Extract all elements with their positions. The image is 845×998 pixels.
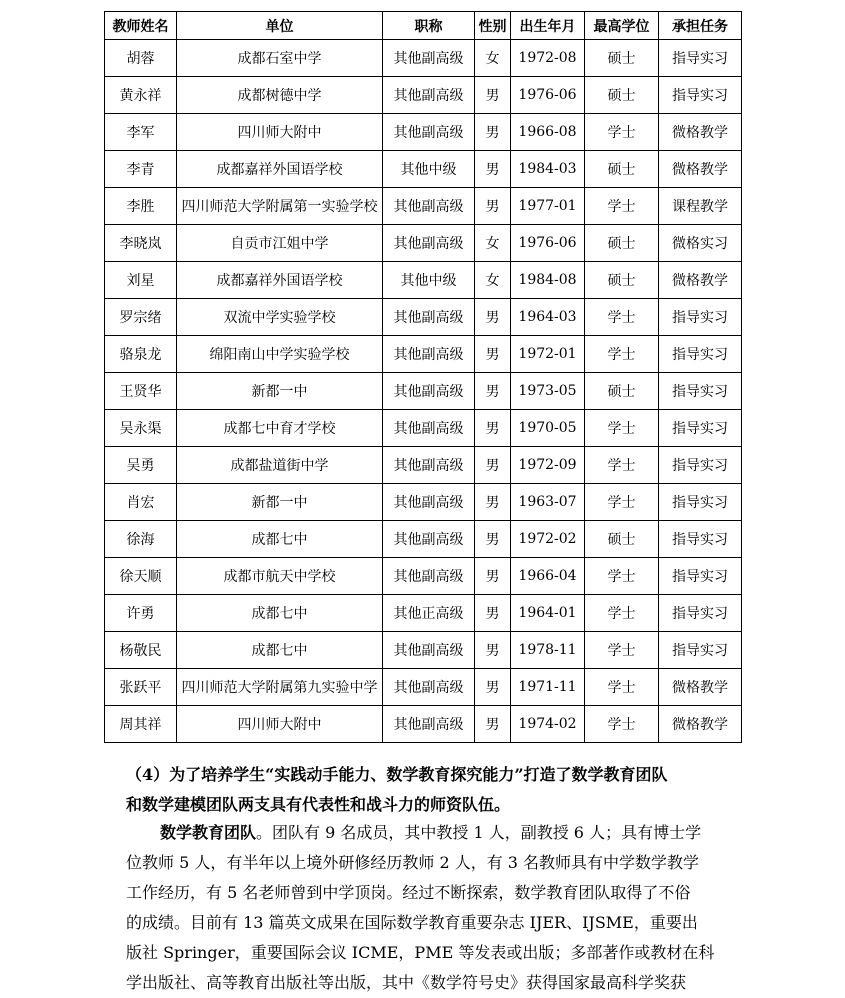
cell-gender: 女 [475,225,511,262]
cell-degree: 硕士 [585,77,659,114]
cell-task: 指导实习 [659,77,742,114]
cell-degree: 学士 [585,336,659,373]
teacher-roster-table [104,11,742,743]
cell-name: 李军 [105,114,177,151]
cell-degree: 硕士 [585,151,659,188]
cell-degree: 学士 [585,484,659,521]
table-row [105,632,742,669]
col-header-birth: 出生年月 [511,12,585,40]
cell-title: 其他副高级 [383,373,475,410]
cell-degree: 学士 [585,299,659,336]
paragraph-line-text: 。团队有 9 名成员，其中教授 1 人，副教授 6 人；具有博士学 [256,823,702,842]
cell-title: 其他副高级 [383,632,475,669]
cell-unit: 四川师大附中 [177,706,383,743]
cell-gender: 男 [475,706,511,743]
col-header-name: 教师姓名 [105,12,177,40]
cell-unit: 四川师大附中 [177,114,383,151]
cell-unit: 成都七中育才学校 [177,410,383,447]
cell-title: 其他中级 [383,262,475,299]
table-row [105,114,742,151]
cell-birth: 1972-02 [511,521,585,558]
cell-unit: 成都市航天中学校 [177,558,383,595]
cell-degree: 学士 [585,410,659,447]
cell-name: 黄永祥 [105,77,177,114]
cell-unit: 成都树德中学 [177,77,383,114]
table-row [105,336,742,373]
cell-unit: 成都石室中学 [177,40,383,77]
cell-title: 其他副高级 [383,114,475,151]
cell-degree: 硕士 [585,225,659,262]
table-row [105,151,742,188]
cell-title: 其他副高级 [383,447,475,484]
section-4-line: （4）为了培养学生“实践动手能力、数学教育探究能力”打造了数学教育团队 [126,765,668,784]
paragraph-line [126,818,726,848]
cell-title: 其他副高级 [383,188,475,225]
cell-birth: 1974-02 [511,706,585,743]
cell-name: 刘星 [105,262,177,299]
cell-name: 杨敬民 [105,632,177,669]
cell-degree: 学士 [585,632,659,669]
table-row [105,225,742,262]
cell-name: 肖宏 [105,484,177,521]
cell-task: 微格教学 [659,114,742,151]
cell-title: 其他副高级 [383,521,475,558]
cell-degree: 学士 [585,595,659,632]
table-header-row [105,12,742,40]
cell-title: 其他正高级 [383,595,475,632]
table-row [105,669,742,706]
cell-title: 其他副高级 [383,558,475,595]
cell-degree: 硕士 [585,40,659,77]
cell-degree: 学士 [585,558,659,595]
cell-gender: 男 [475,77,511,114]
cell-birth: 1966-04 [511,558,585,595]
col-header-degree: 最高学位 [585,12,659,40]
cell-birth: 1972-09 [511,447,585,484]
cell-unit: 成都七中 [177,521,383,558]
cell-degree: 学士 [585,706,659,743]
cell-gender: 男 [475,151,511,188]
section-4-line: 和数学建模团队两支具有代表性和战斗力的师资队伍。 [126,795,511,814]
cell-name: 张跃平 [105,669,177,706]
cell-gender: 男 [475,447,511,484]
cell-task: 指导实习 [659,558,742,595]
cell-gender: 男 [475,521,511,558]
cell-name: 徐海 [105,521,177,558]
cell-name: 吴永渠 [105,410,177,447]
cell-gender: 男 [475,484,511,521]
cell-name: 骆泉龙 [105,336,177,373]
cell-birth: 1976-06 [511,225,585,262]
cell-birth: 1978-11 [511,632,585,669]
cell-unit: 双流中学实验学校 [177,299,383,336]
cell-title: 其他副高级 [383,77,475,114]
section-4-intro [126,760,726,820]
cell-task: 指导实习 [659,595,742,632]
table-row [105,558,742,595]
cell-degree: 学士 [585,669,659,706]
table-row [105,40,742,77]
cell-unit: 成都七中 [177,632,383,669]
cell-unit: 新都一中 [177,484,383,521]
cell-birth: 1970-05 [511,410,585,447]
cell-unit: 绵阳南山中学实验学校 [177,336,383,373]
cell-unit: 新都一中 [177,373,383,410]
cell-name: 王贤华 [105,373,177,410]
table-row [105,447,742,484]
table-body [105,40,742,743]
cell-birth: 1972-01 [511,336,585,373]
cell-task: 指导实习 [659,484,742,521]
team-heading: 数学教育团队 [160,823,257,842]
cell-gender: 男 [475,669,511,706]
cell-name: 许勇 [105,595,177,632]
table-row [105,188,742,225]
cell-birth: 1964-01 [511,595,585,632]
cell-unit: 自贡市江姐中学 [177,225,383,262]
cell-name: 李晓岚 [105,225,177,262]
cell-task: 微格教学 [659,262,742,299]
cell-name: 罗宗绪 [105,299,177,336]
cell-name: 周其祥 [105,706,177,743]
cell-gender: 男 [475,336,511,373]
cell-name: 李胜 [105,188,177,225]
cell-gender: 男 [475,595,511,632]
cell-title: 其他中级 [383,151,475,188]
cell-gender: 男 [475,299,511,336]
paragraph-line: 版社 Springer，重要国际会议 ICME，PME 等发表或出版；多部著作或教材在科 [126,943,715,962]
cell-birth: 1971-11 [511,669,585,706]
cell-name: 吴勇 [105,447,177,484]
table-row [105,410,742,447]
col-header-gender: 性别 [475,12,511,40]
paragraph-line: 工作经历，有 5 名老师曾到中学顶岗。经过不断探索，数学教育团队取得了不俗 [126,883,691,902]
table-row [105,595,742,632]
cell-task: 指导实习 [659,40,742,77]
math-education-team-paragraph [126,818,726,998]
cell-degree: 硕士 [585,521,659,558]
cell-gender: 男 [475,632,511,669]
cell-title: 其他副高级 [383,669,475,706]
cell-unit: 成都七中 [177,595,383,632]
col-header-title: 职称 [383,12,475,40]
paragraph-line: 学出版社、高等教育出版社等出版，其中《数学符号史》获得国家最高科学奖获 [126,973,687,992]
cell-task: 微格教学 [659,669,742,706]
cell-degree: 学士 [585,447,659,484]
cell-degree: 硕士 [585,373,659,410]
cell-name: 胡蓉 [105,40,177,77]
cell-task: 指导实习 [659,373,742,410]
paragraph-line: 位教师 5 人，有半年以上境外研修经历教师 2 人，有 3 名教师具有中学数学教学 [126,853,700,872]
cell-gender: 女 [475,262,511,299]
col-header-task: 承担任务 [659,12,742,40]
cell-task: 微格教学 [659,706,742,743]
cell-task: 指导实习 [659,447,742,484]
cell-birth: 1977-01 [511,188,585,225]
cell-task: 指导实习 [659,336,742,373]
cell-title: 其他副高级 [383,484,475,521]
cell-gender: 男 [475,114,511,151]
cell-task: 指导实习 [659,410,742,447]
cell-gender: 男 [475,558,511,595]
cell-task: 微格教学 [659,151,742,188]
cell-birth: 1984-08 [511,262,585,299]
cell-title: 其他副高级 [383,299,475,336]
cell-unit: 成都嘉祥外国语学校 [177,262,383,299]
cell-task: 微格实习 [659,225,742,262]
cell-gender: 男 [475,188,511,225]
cell-name: 徐天顺 [105,558,177,595]
table-row [105,299,742,336]
cell-unit: 成都盐道街中学 [177,447,383,484]
cell-unit: 四川师范大学附属第一实验学校 [177,188,383,225]
cell-task: 指导实习 [659,521,742,558]
table-row [105,262,742,299]
cell-title: 其他副高级 [383,40,475,77]
table-row [105,484,742,521]
cell-gender: 女 [475,40,511,77]
cell-title: 其他副高级 [383,336,475,373]
table-row [105,77,742,114]
cell-name: 李青 [105,151,177,188]
cell-birth: 1973-05 [511,373,585,410]
cell-birth: 1976-06 [511,77,585,114]
table-row [105,373,742,410]
cell-unit: 成都嘉祥外国语学校 [177,151,383,188]
col-header-unit: 单位 [177,12,383,40]
table-row [105,521,742,558]
cell-birth: 1984-03 [511,151,585,188]
paragraph-line: 的成绩。目前有 13 篇英文成果在国际数学教育重要杂志 IJER、IJSME，重要出 [126,913,698,932]
cell-title: 其他副高级 [383,706,475,743]
cell-title: 其他副高级 [383,225,475,262]
cell-unit: 四川师范大学附属第九实验中学 [177,669,383,706]
cell-task: 课程教学 [659,188,742,225]
cell-birth: 1964-03 [511,299,585,336]
cell-gender: 男 [475,373,511,410]
cell-degree: 硕士 [585,262,659,299]
cell-task: 指导实习 [659,632,742,669]
cell-title: 其他副高级 [383,410,475,447]
cell-birth: 1963-07 [511,484,585,521]
cell-degree: 学士 [585,188,659,225]
cell-degree: 学士 [585,114,659,151]
table-row [105,706,742,743]
cell-gender: 男 [475,410,511,447]
cell-birth: 1966-08 [511,114,585,151]
cell-birth: 1972-08 [511,40,585,77]
cell-task: 指导实习 [659,299,742,336]
